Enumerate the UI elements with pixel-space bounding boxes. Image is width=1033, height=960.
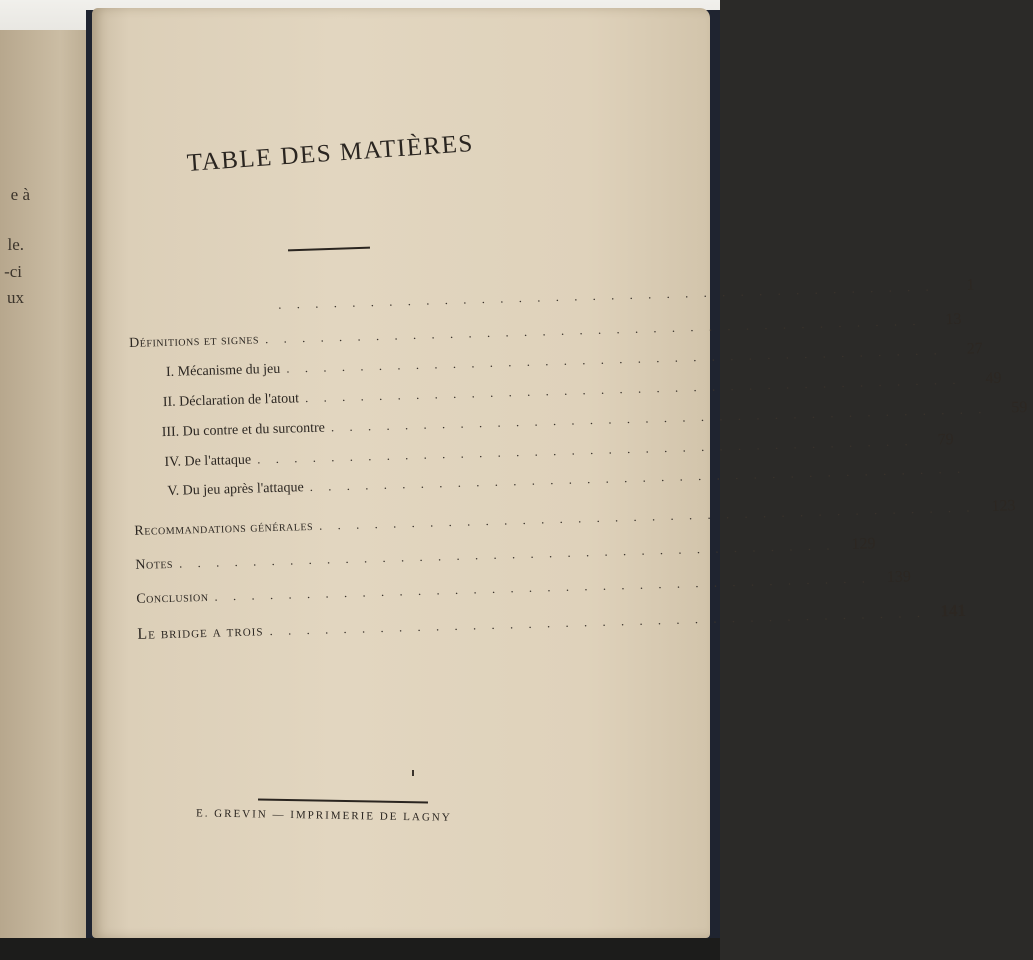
toc-label: Notes	[135, 556, 174, 573]
toc-label: Conclusion	[136, 589, 209, 607]
toc-label: V. Du jeu après l'attaque	[167, 480, 304, 499]
toc-label: IV. De l'attaque	[164, 452, 252, 471]
left-page-fragment: ux	[7, 288, 24, 307]
toc-page: 141	[940, 600, 967, 621]
leader-dots: . . . . . . . . . . . . . . . . . . . . . . . . . . . . . . . . . . . .	[309, 460, 967, 494]
ink-speck	[412, 770, 414, 776]
toc-label: Recommandations générales	[134, 518, 314, 539]
toc-page: 27	[966, 340, 983, 358]
page-title: TABLE DES MATIÈRES	[186, 129, 475, 177]
toc-page: 139	[886, 568, 912, 586]
toc-label: II. Déclaration de l'atout	[162, 391, 300, 411]
left-page-fragment: -ci	[4, 262, 22, 281]
toc-label: III. Du contre et du surcontre	[161, 420, 326, 441]
leader-dots: . . . . . . . . . . . . . . . . . . . . . . . . . . . . . . . . . . . .	[318, 499, 976, 533]
toc-label: I. Mécanisme du jeu	[165, 361, 281, 380]
leader-dots: . . . . . . . . . . . . . . . . . . . . . . . . . . . . . . . . . . . .	[269, 604, 927, 639]
leader-dots: . . . . . . . . . . . . . . . . . . . . . . . . . . . . . . . . . . . .	[286, 342, 943, 376]
leader-dots: . . . . . . . . . . . . . . . . . . . . . . . . . . . . . . . . . . . .	[304, 371, 962, 406]
toc-page	[972, 472, 1006, 473]
leader-dots: . . . . . . . . . . . . . . . . . . . . . . . . . . . . . . . . . . . .	[178, 537, 836, 571]
left-page-fragment: le.	[7, 235, 24, 254]
toc-page: 59	[1011, 398, 1028, 417]
left-page-fragment: e à	[10, 185, 30, 204]
toc-page: 49	[985, 369, 1002, 388]
toc-page: 129	[851, 535, 876, 553]
leader-dots: . . . . . . . . . . . . . . . . . . . . . . . . . . . . . . . . . . . .	[330, 401, 988, 435]
leader-dots: . . . . . . . . . . . . . . . . . . . . . . . . . . . . . . . . . . . .	[264, 312, 922, 347]
toc-label: Le bridge a trois	[137, 622, 264, 643]
toc-page: 1	[966, 276, 975, 294]
toc-page: 13	[945, 310, 962, 329]
printer-imprint: E. GREVIN — IMPRIMERIE DE LAGNY	[195, 807, 452, 824]
leader-dots: . . . . . . . . . . . . . . . . . . . . . . . . . . . . . . . . . . . .	[277, 278, 935, 312]
leader-dots: . . . . . . . . . . . . . . . . . . . . . . . . . . . . . . . . . . . .	[214, 570, 872, 604]
toc-page: 123	[991, 497, 1016, 515]
toc-label: Définitions et signes	[129, 332, 260, 351]
bottom-shadow	[0, 938, 720, 960]
leader-dots: . . . . . . . . . . . . . . . . . . . . . . . . . . . . . . . . . . . .	[256, 433, 914, 467]
toc-page: 79	[937, 431, 954, 449]
